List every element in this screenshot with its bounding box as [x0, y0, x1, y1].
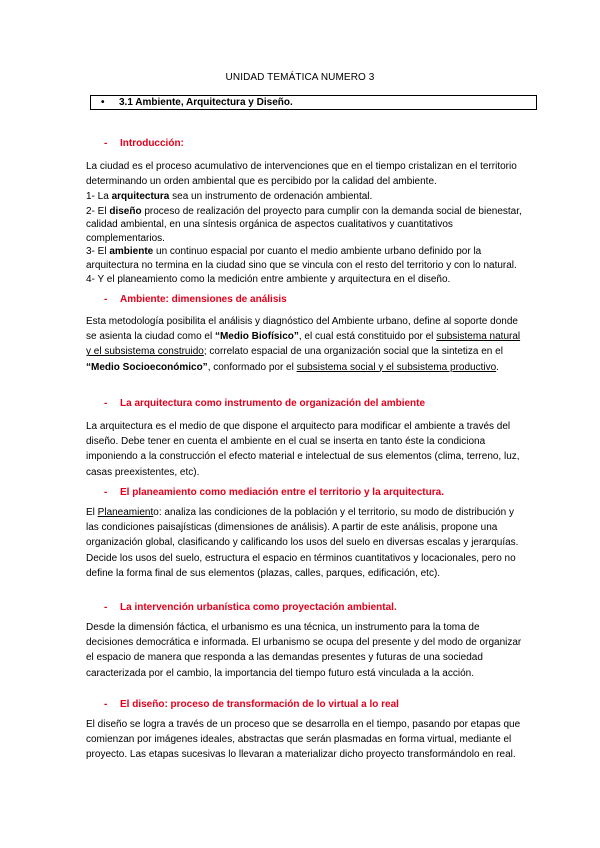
heading-text: Ambiente: dimensiones de análisis: [120, 294, 287, 305]
dash-marker: -: [104, 487, 108, 498]
heading-text: El planeamiento como mediación entre el territorio y la arquitectura.: [120, 487, 444, 498]
heading-text: El diseño: proceso de transformación de lo virtual a lo real: [120, 699, 399, 710]
intro-paragraph: La ciudad es el proceso acumulativo de intervenciones que en el tiempo cristalizan en el territorio determinando un orden ambiental que es percibido por la calidad del ambiente.: [86, 161, 517, 188]
intro-item-2: 2- El diseño proceso de realización del proyecto para cumplir con la demanda social de bienestar, calidad ambiental, en una síntesis orgánica de aspectos cualitativos y cuantitativos complementarios.: [86, 205, 522, 244]
intro-item-1: 1- La arquitectura sea un instrumento de ordenación ambiental.: [86, 191, 373, 203]
page-title: UNIDAD TEMÁTICA NUMERO 3: [225, 72, 375, 83]
intro-item-4: 4- Y el planeamiento como la medición entre ambiente y arquitectura en el diseño.: [86, 274, 451, 286]
heading-intervencion: [104, 602, 397, 613]
heading-arquitectura: [104, 398, 425, 409]
ambiente-paragraph: Esta metodología posibilita el análisis y diagnóstico del Ambiente urbano, define al soporte donde se asienta la ciudad como el “Medio Biofísico”, el cual está constituido por el subsistema natural y el subsistema construido; correlato espacial de una organización social que la sintetiza en el “Medio Socioeconómico”, conformado por el subsistema social y el subsistema productivo.: [86, 316, 521, 373]
heading-ambiente: [104, 294, 287, 305]
section-heading-box: [90, 95, 537, 110]
dash-marker: -: [104, 699, 108, 710]
heading-planeamiento: [104, 487, 444, 498]
planeamiento-paragraph: El Planeamiento: analiza las condiciones de la población y el territorio, su modo de distribución y las condiciones paisajísticas (dimensiones de análisis). A partir de este análisis, propone una organización global, clasificando y calificando los usos del suelo en diversas escalas y jerarquías. Decide los usos del suelo, estructura el espacio en términos cuantitativos y locacionales, pero no define la forma final de sus elementos (plazas, calles, parques, edificación, etc).: [86, 507, 519, 579]
arquitectura-paragraph: La arquitectura es el medio de que dispone el arquitecto para modificar el ambiente a través del diseño. Debe tener en cuenta el ambiente en el cual se inserta en tanto éste la condiciona imponiendo a la construcción el efecto material e intelectual de sus elementos (clima, terreno, luz, casas preexistentes, etc).: [86, 421, 520, 478]
diseno-paragraph: El diseño se logra a través de un proceso que se desarrolla en el tiempo, pasando por etapas que comienzan por imágenes ideales, abstractas que serán plasmadas en forma virtual, mediante el proyecto. Las etapas sucesivas lo llevaran a materializar dicho proyecto transformándolo en real.: [86, 719, 521, 761]
dash-marker: -: [104, 602, 108, 613]
heading-introduccion: [104, 138, 184, 149]
bullet-icon: •: [101, 97, 105, 108]
intro-item-3: 3- El ambiente un continuo espacial por cuanto el medio ambiente urbano definido por la arquitectura no termina en la ciudad sino que se vincula con el resto del territorio y con lo natural.: [86, 246, 517, 271]
heading-text: La intervención urbanística como proyectación ambiental.: [120, 602, 397, 613]
section-heading: 3.1 Ambiente, Arquitectura y Diseño.: [119, 97, 293, 108]
heading-text: Introducción:: [120, 138, 184, 149]
intervencion-paragraph: Desde la dimensión fáctica, el urbanismo es una técnica, un instrumento para la toma de decisiones democrática e informada. El urbanismo se ocupa del presente y del modo de organizar el espacio de manera que responda a las demandas presentes y futuras de una sociedad caracterizada por el cambio, la importancia del tiempo futuro está vinculada a la acción.: [86, 622, 522, 679]
heading-diseno: [104, 699, 399, 710]
intro-block: [86, 159, 531, 287]
dash-marker: -: [104, 138, 108, 149]
heading-text: La arquitectura como instrumento de organización del ambiente: [120, 398, 426, 409]
dash-marker: -: [104, 294, 108, 305]
dash-marker: -: [104, 398, 108, 409]
